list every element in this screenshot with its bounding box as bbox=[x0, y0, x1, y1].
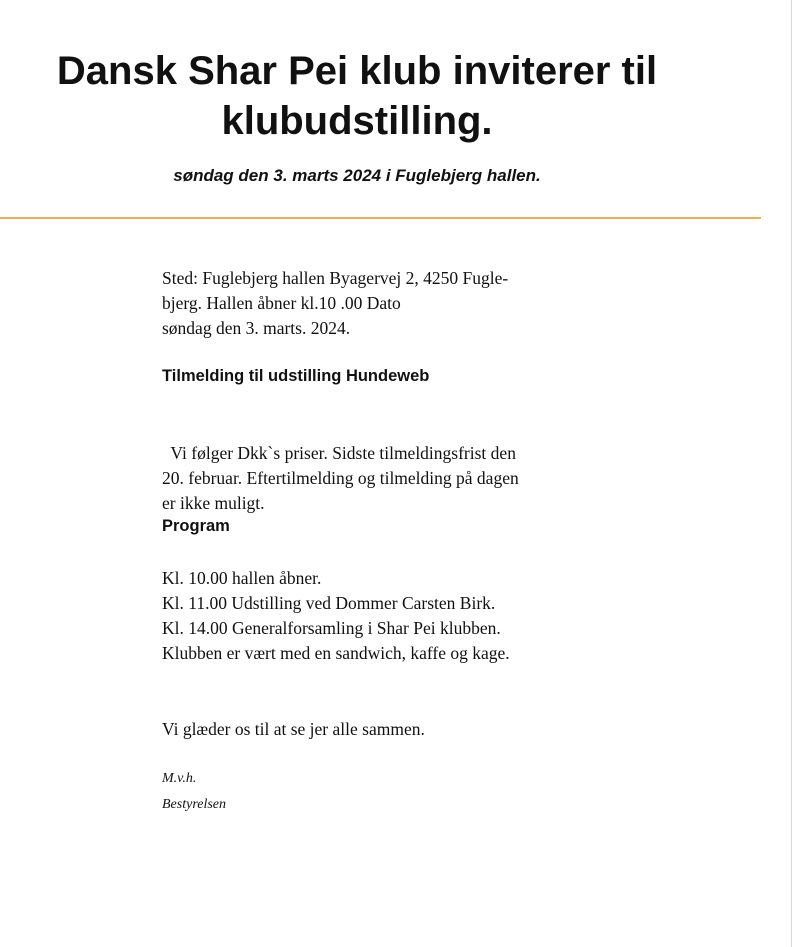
venue-paragraph bbox=[162, 266, 554, 341]
title-line-2: klubudstilling. bbox=[221, 99, 493, 143]
program-list bbox=[162, 566, 582, 666]
venue-line-1: Sted: Fuglebjerg hallen Byagervej 2, 4250 Fugle- bbox=[162, 268, 509, 288]
program-item: Kl. 11.00 Udstilling ved Dommer Carsten Birk. bbox=[162, 593, 496, 613]
greeting: M.v.h. bbox=[162, 771, 197, 786]
prices-line-2: 20. februar. Eftertilmelding og tilmelding på dagen bbox=[162, 468, 519, 488]
venue-line-3: søndag den 3. marts. 2024. bbox=[162, 318, 351, 338]
document-subtitle: søndag den 3. marts 2024 i Fuglebjerg hallen. bbox=[173, 166, 541, 185]
registration-heading: Tilmelding til udstilling Hundeweb bbox=[162, 367, 430, 385]
closing-line: Vi glæder os til at se jer alle sammen. bbox=[162, 719, 425, 739]
program-item: Kl. 10.00 hallen åbner. bbox=[162, 568, 322, 588]
document-title bbox=[0, 46, 714, 146]
prices-line-1: Vi følger Dkk`s priser. Sidste tilmeldingsfrist den bbox=[162, 443, 516, 463]
program-heading: Program bbox=[162, 517, 230, 535]
program-item: Klubben er vært med en sandwich, kaffe og kage. bbox=[162, 643, 510, 663]
prices-paragraph bbox=[162, 416, 554, 516]
page-edge bbox=[791, 0, 792, 947]
signature: Bestyrelsen bbox=[162, 797, 227, 812]
title-line-1: Dansk Shar Pei klub inviterer til bbox=[56, 49, 658, 93]
venue-line-2: bjerg. Hallen åbner kl.10 .00 Dato bbox=[162, 293, 401, 313]
accent-divider bbox=[0, 217, 761, 219]
prices-line-3: er ikke muligt. bbox=[162, 493, 265, 513]
program-item: Kl. 14.00 Generalforsamling i Shar Pei klubben. bbox=[162, 618, 501, 638]
